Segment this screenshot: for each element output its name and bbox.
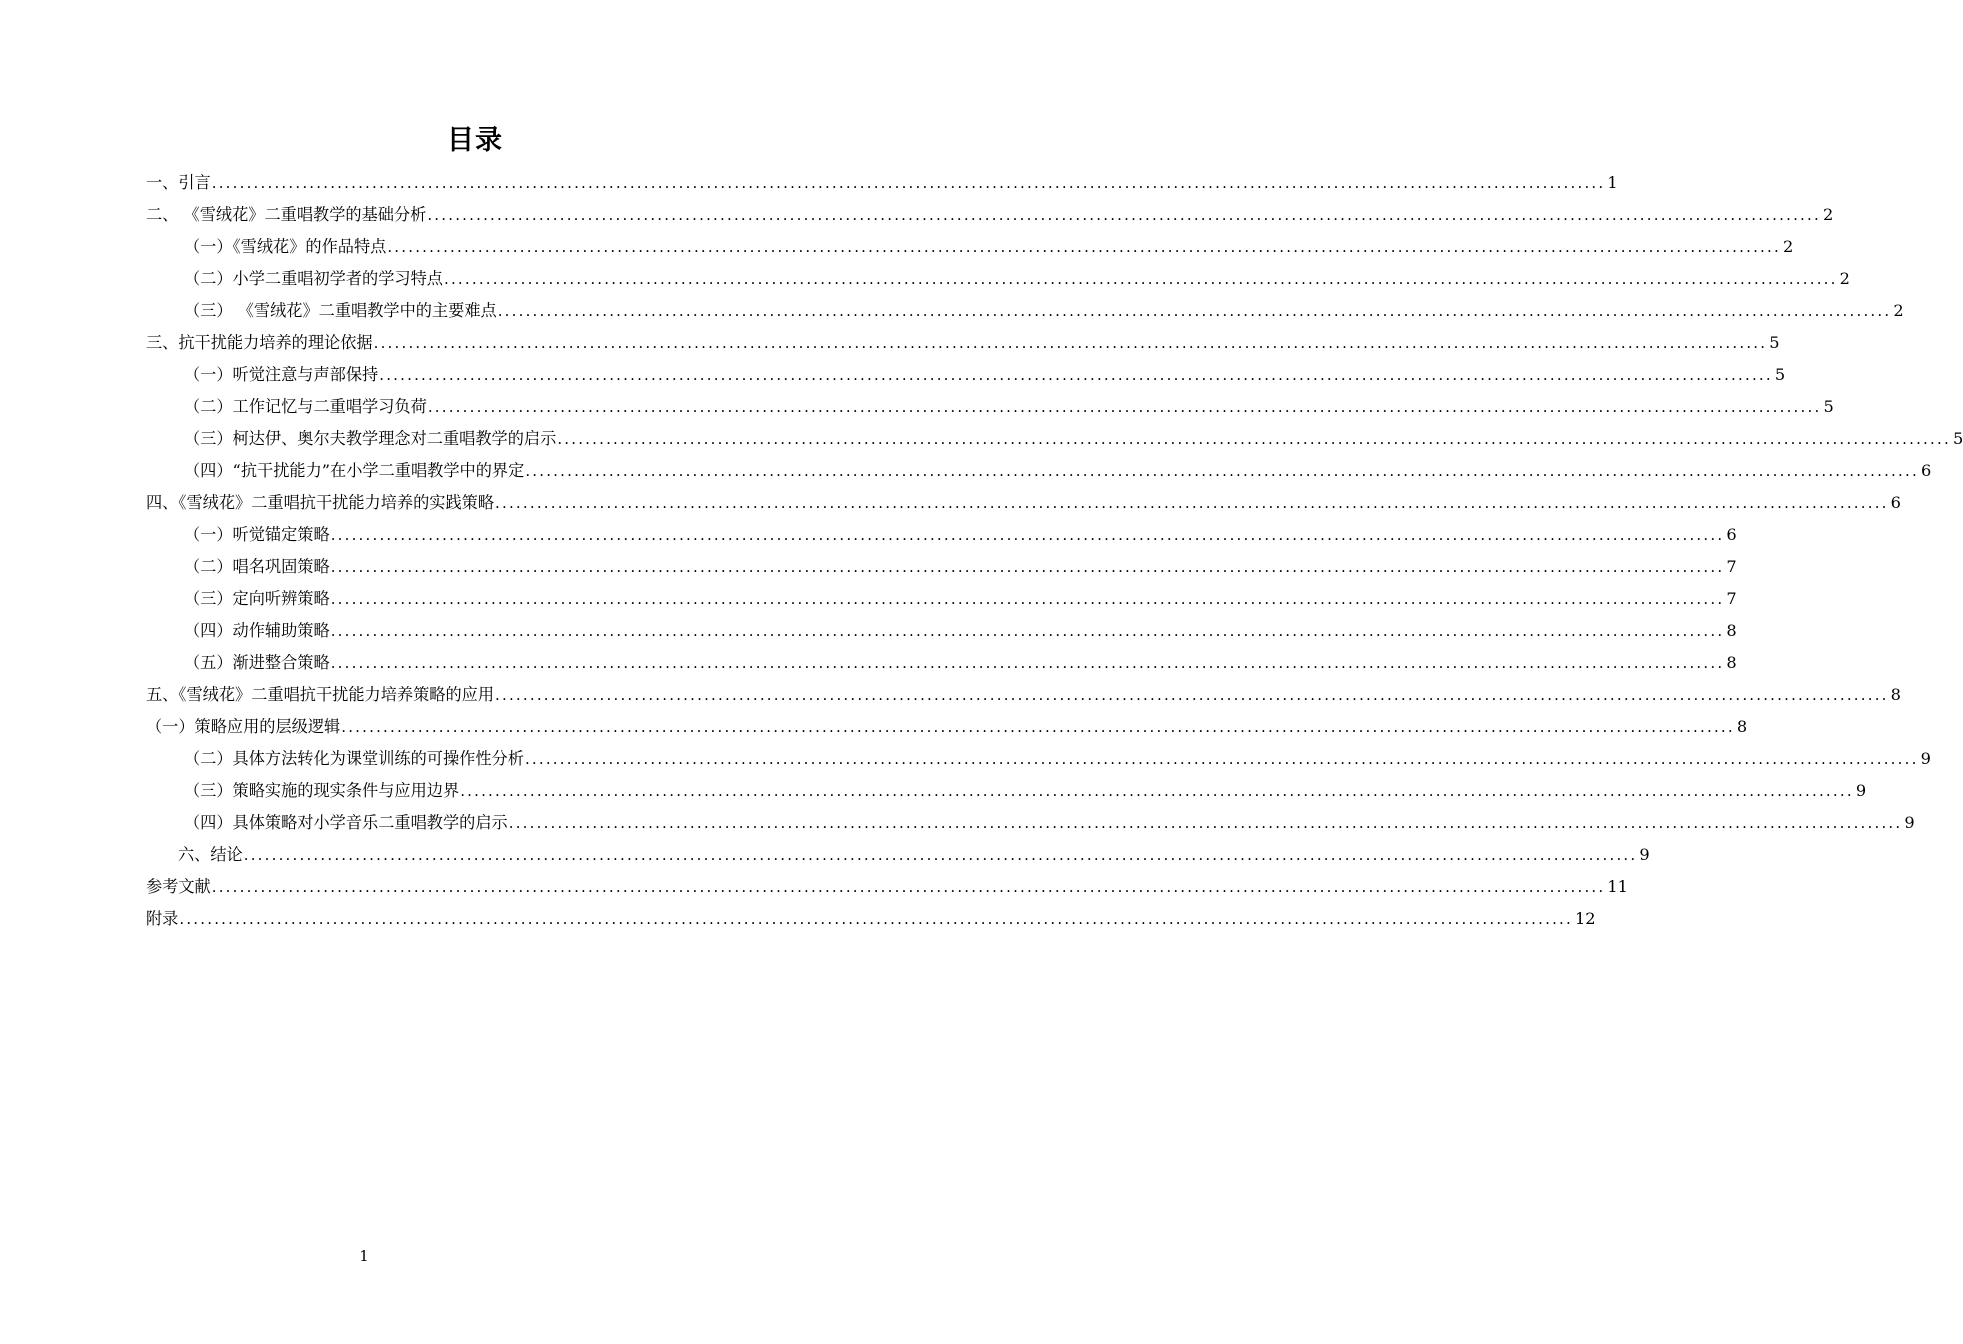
toc-entry[interactable] bbox=[184, 744, 1931, 774]
toc-entry-title: （三） 《雪绒花》二重唱教学中的主要难点 bbox=[184, 301, 497, 320]
toc-entry[interactable] bbox=[184, 520, 1737, 550]
toc-entry-title: （五）渐进整合策略 bbox=[184, 653, 330, 672]
toc-dot-leader: ........................................................................................................................................................................................................ bbox=[330, 622, 1725, 640]
toc-entry-page-number: 6 bbox=[1726, 525, 1737, 544]
toc-entry-page-number: 8 bbox=[1726, 621, 1737, 640]
toc-entry[interactable] bbox=[184, 392, 1834, 422]
toc-entry-page-number: 2 bbox=[1822, 205, 1834, 224]
toc-entry[interactable] bbox=[146, 712, 1748, 742]
toc-entry[interactable] bbox=[184, 360, 1786, 390]
toc-entry-title: 五、《雪绒花》二重唱抗干扰能力培养策略的应用 bbox=[146, 685, 495, 704]
toc-dot-leader: ........................................................................................................................................................................................................ bbox=[341, 718, 1735, 736]
toc-entry-title: （一）听觉注意与声部保持 bbox=[184, 365, 379, 384]
toc-entry[interactable] bbox=[184, 616, 1737, 646]
toc-dot-leader: ........................................................................................................................................................................................................ bbox=[427, 206, 1821, 224]
toc-entry-page-number: 7 bbox=[1726, 557, 1737, 576]
toc-entry-page-number: 11 bbox=[1607, 877, 1628, 896]
toc-entry-title: 二、 《雪绒花》二重唱教学的基础分析 bbox=[146, 205, 427, 224]
toc-dot-leader: ........................................................................................................................................................................................................ bbox=[379, 366, 1773, 384]
toc-entry-page-number: 6 bbox=[1920, 461, 1932, 480]
toc-entry-page-number: 2 bbox=[1782, 237, 1794, 256]
toc-dot-leader: ........................................................................................................................................................................................................ bbox=[444, 270, 1838, 288]
toc-entry[interactable] bbox=[184, 424, 1963, 454]
toc-entry-page-number: 9 bbox=[1855, 781, 1867, 800]
toc-entry-page-number: 2 bbox=[1839, 269, 1850, 288]
toc-entry[interactable] bbox=[146, 680, 1901, 710]
toc-dot-leader: ........................................................................................................................................................................................................ bbox=[373, 334, 1768, 352]
toc-dot-leader: ........................................................................................................................................................................................................ bbox=[330, 654, 1725, 672]
toc-entry-title: （一）《雪绒花》的作品特点 bbox=[184, 237, 387, 256]
toc-entry-title: （二）具体方法转化为课堂训练的可操作性分析 bbox=[184, 749, 524, 768]
toc-dot-leader: ........................................................................................................................................................................................................ bbox=[211, 174, 1606, 192]
toc-entry-title: 四、《雪绒花》二重唱抗干扰能力培养的实践策略 bbox=[146, 493, 495, 512]
toc-entry[interactable] bbox=[184, 808, 1915, 838]
toc-entry-page-number: 5 bbox=[1823, 397, 1834, 416]
toc-dot-leader: ........................................................................................................................................................................................................ bbox=[330, 526, 1725, 544]
page-number: 1 bbox=[359, 1247, 369, 1265]
toc-entry-page-number: 2 bbox=[1893, 301, 1904, 320]
toc-entry-title: （一）策略应用的层级逻辑 bbox=[146, 717, 341, 736]
toc-entry[interactable] bbox=[146, 168, 1618, 198]
toc-entry-title: （三）柯达伊、奥尔夫教学理念对二重唱教学的启示 bbox=[184, 429, 557, 448]
toc-entry[interactable] bbox=[184, 264, 1850, 294]
toc-entry-title: （四）具体策略对小学音乐二重唱教学的启示 bbox=[184, 813, 508, 832]
toc-dot-leader: ........................................................................................................................................................................................................ bbox=[243, 846, 1638, 864]
toc-entry-page-number: 5 bbox=[1952, 429, 1963, 448]
toc-entry-page-number: 5 bbox=[1774, 365, 1786, 384]
toc-entry-page-number: 8 bbox=[1736, 717, 1748, 736]
toc-dot-leader: ........................................................................................................................................................................................................ bbox=[330, 590, 1725, 608]
toc-entry-title: （三）策略实施的现实条件与应用边界 bbox=[184, 781, 460, 800]
toc-entry[interactable] bbox=[184, 584, 1737, 614]
toc-entry-page-number: 6 bbox=[1890, 493, 1901, 512]
toc-entry[interactable] bbox=[184, 296, 1904, 326]
toc-entry-title: （一）听觉锚定策略 bbox=[184, 525, 330, 544]
toc-entry[interactable] bbox=[184, 648, 1737, 678]
toc-dot-leader: ........................................................................................................................................................................................................ bbox=[525, 462, 1919, 480]
toc-entry-page-number: 12 bbox=[1575, 909, 1596, 928]
toc-entry[interactable] bbox=[184, 456, 1932, 486]
toc-entry-title: 附录 bbox=[146, 909, 179, 928]
toc-dot-leader: ........................................................................................................................................................................................................ bbox=[211, 878, 1606, 896]
page-title: 目录 bbox=[447, 125, 503, 156]
toc-dot-leader: ........................................................................................................................................................................................................ bbox=[495, 686, 1889, 704]
toc-entry-title: （二）小学二重唱初学者的学习特点 bbox=[184, 269, 443, 288]
toc-entry[interactable] bbox=[178, 840, 1650, 870]
toc-dot-leader: ........................................................................................................................................................................................................ bbox=[330, 558, 1725, 576]
toc-dot-leader: ........................................................................................................................................................................................................ bbox=[508, 814, 1903, 832]
toc-entry-title: 参考文献 bbox=[146, 877, 211, 896]
toc-entry[interactable] bbox=[146, 872, 1628, 902]
toc-entry-page-number: 9 bbox=[1639, 845, 1650, 864]
toc-entry-page-number: 9 bbox=[1920, 749, 1931, 768]
toc-entry-title: 一、引言 bbox=[146, 173, 211, 192]
toc-entry-title: （三）定向听辨策略 bbox=[184, 589, 330, 608]
toc-dot-leader: ........................................................................................................................................................................................................ bbox=[460, 782, 1854, 800]
toc-entry-page-number: 9 bbox=[1904, 813, 1915, 832]
toc-entry-title: （二）工作记忆与二重唱学习负荷 bbox=[184, 397, 427, 416]
toc-entry-title: （四）动作辅助策略 bbox=[184, 621, 330, 640]
toc-entry-page-number: 5 bbox=[1769, 333, 1780, 352]
toc-dot-leader: ........................................................................................................................................................................................................ bbox=[524, 750, 1919, 768]
toc-entry-page-number: 1 bbox=[1607, 173, 1618, 192]
toc-entry-title: （二）唱名巩固策略 bbox=[184, 557, 330, 576]
toc-dot-leader: ........................................................................................................................................................................................................ bbox=[387, 238, 1781, 256]
toc-entry-page-number: 8 bbox=[1726, 653, 1737, 672]
toc-entry-page-number: 8 bbox=[1890, 685, 1901, 704]
toc-entry[interactable] bbox=[146, 328, 1780, 358]
toc-dot-leader: ........................................................................................................................................................................................................ bbox=[495, 494, 1889, 512]
toc-dot-leader: ........................................................................................................................................................................................................ bbox=[427, 398, 1822, 416]
toc-entry[interactable] bbox=[184, 232, 1794, 262]
toc-entry[interactable] bbox=[184, 776, 1867, 806]
toc-entry-page-number: 7 bbox=[1726, 589, 1737, 608]
toc-dot-leader: ........................................................................................................................................................................................................ bbox=[497, 302, 1892, 320]
toc-entry[interactable] bbox=[146, 488, 1901, 518]
toc-entry[interactable] bbox=[146, 200, 1834, 230]
toc-entry[interactable] bbox=[146, 904, 1596, 934]
toc-entry[interactable] bbox=[184, 552, 1737, 582]
toc-entry-title: 六、结论 bbox=[178, 845, 243, 864]
toc-dot-leader: ........................................................................................................................................................................................................ bbox=[179, 910, 1573, 928]
toc-dot-leader: ........................................................................................................................................................................................................ bbox=[557, 430, 1951, 448]
toc-entry-title: 三、抗干扰能力培养的理论依据 bbox=[146, 333, 373, 352]
toc-entry-title: （四）“抗干扰能力”在小学二重唱教学中的界定 bbox=[184, 461, 525, 480]
